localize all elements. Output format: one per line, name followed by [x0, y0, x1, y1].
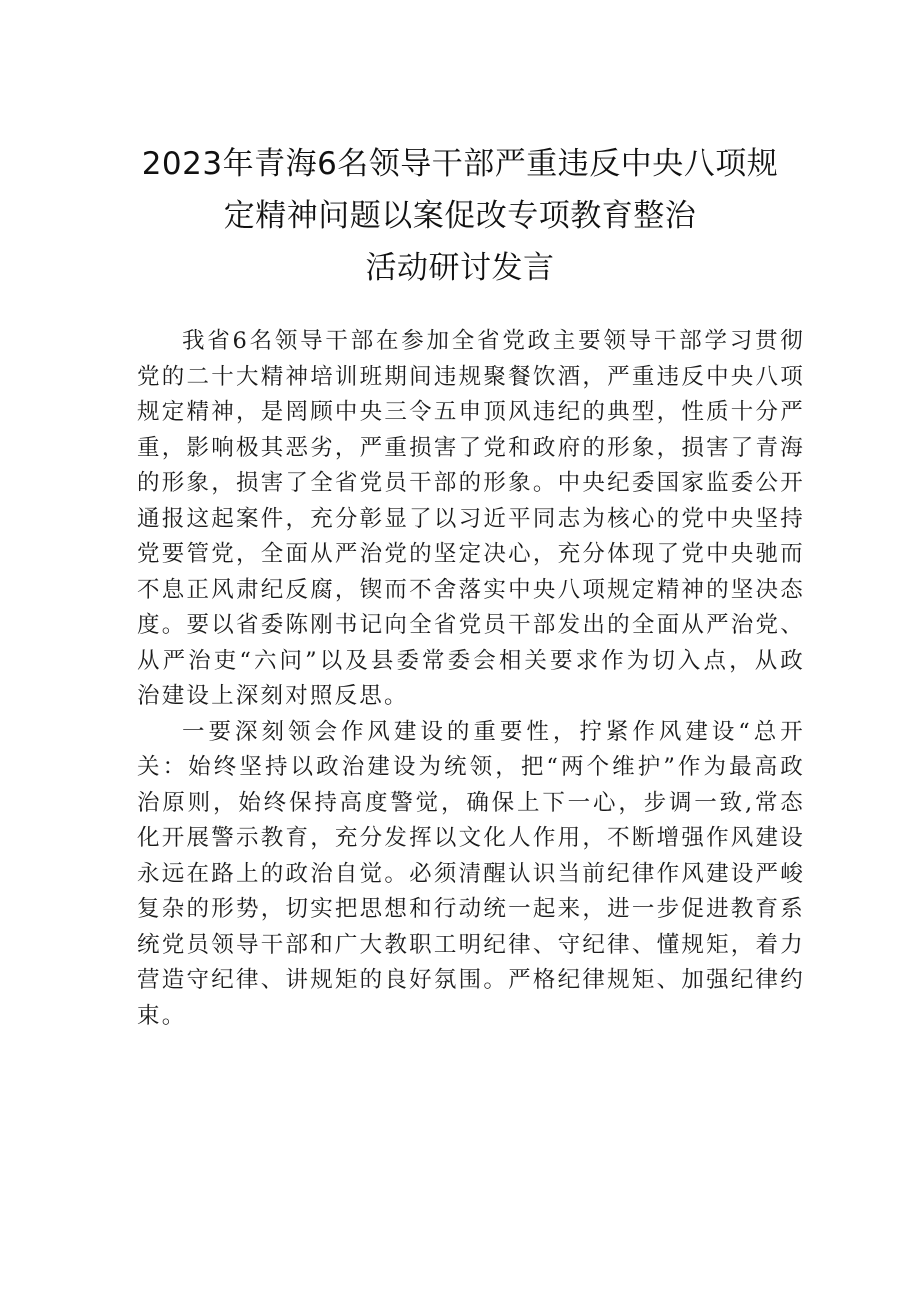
- body-paragraph: 我省6名领导干部在参加全省党政主要领导干部学习贯彻党的二十大精神培训班期间违规聚餐饮酒，严重违反中央八项规定精神，是罔顾中央三令五申顶风违纪的典型，性质十分严重，影响极其恶劣，严重损害了党和政府的形象，损害了青海的形象，损害了全省党员干部的形象。中央纪委国家监委公开通报这起案件，充分彰显了以习近平同志为核心的党中央坚持党要管党，全面从严治党的坚定决心，充分体现了党中央驰而不息正风肃纪反腐，锲而不舍落实中央八项规定精神的坚决态度。要以省委陈刚书记向全省党员干部发出的全面从严治党、从严治吏“六问”以及县委常委会相关要求作为切入点，从政治建设上深刻对照反思。: [137, 328, 805, 709]
- title-line: 定精神问题以案促改专项教育整治: [223, 198, 697, 234]
- body-paragraph: 一要深刻领会作风建设的重要性，拧紧作风建设“总开关：始终坚持以政治建设为统领，把“两个维护”作为最高政治原则，始终保持高度警觉，确保上下一心，步调一致,常态化开展警示教育，充分发挥以文化人作用，不断增强作风建设永远在路上的政治自觉。必须清醒认识当前纪律作风建设严峻复杂的形势，切实把思想和行动统一起来，进一步促进教育系统党员领导干部和广大教职工明纪律、守纪律、懂规矩，着力营造守纪律、讲规矩的良好氛围。严格纪律规矩、加强纪律约束。: [137, 718, 805, 1029]
- title-line: 活动研讨发言: [365, 250, 555, 286]
- document-title: [100, 138, 820, 294]
- document-body: [137, 324, 805, 1034]
- title-line: 2023年青海6名领导干部严重违反中央八项规: [141, 146, 779, 182]
